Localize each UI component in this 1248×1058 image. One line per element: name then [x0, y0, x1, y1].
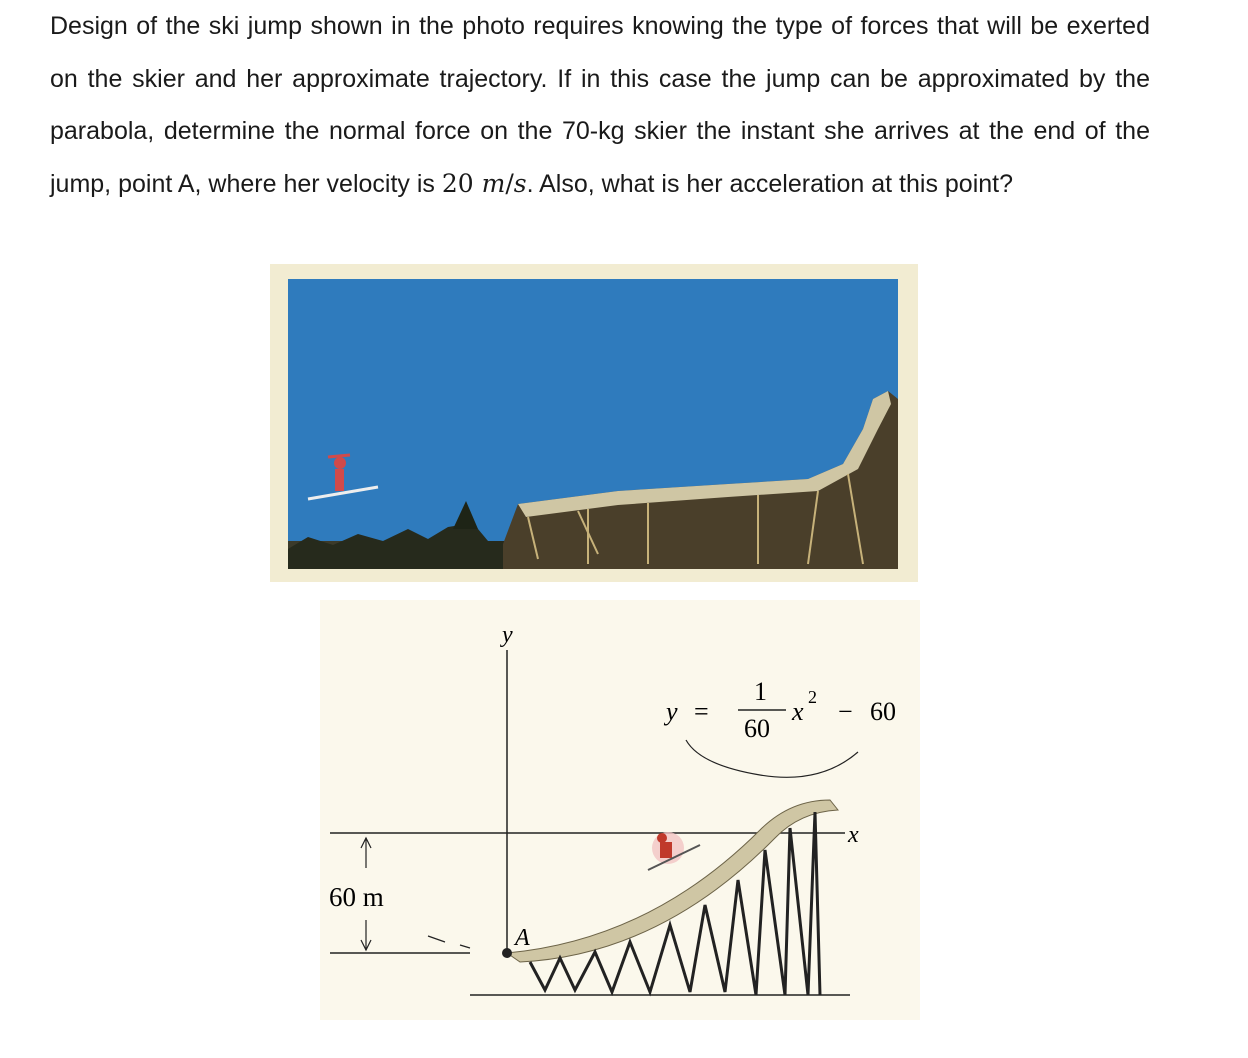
y-axis-label: y: [502, 622, 513, 648]
velocity-unit-m: m: [481, 168, 506, 198]
equation-lhs: y: [666, 697, 678, 726]
approach-dash: [460, 945, 470, 948]
equation-equals: =: [694, 697, 709, 726]
problem-text-part-2: . Also, what is her acceleration at this point?: [526, 169, 1014, 198]
velocity-value: 20: [441, 168, 474, 198]
parabola-equation: [663, 677, 896, 743]
point-a-label: A: [515, 925, 530, 951]
point-a-marker: [502, 948, 512, 958]
height-dimension-label: 60 m: [329, 882, 384, 912]
approach-dash: [428, 936, 445, 942]
trajectory-curve: [686, 740, 858, 777]
equation-minus: −: [838, 697, 853, 726]
equation-denominator: 60: [744, 714, 770, 743]
problem-text-part-1: Design of the ski jump shown in the photo requires knowing the type of forces that will be exerted on the skier and her approximate trajectory. If in this case the jump can be approximated by the parabola, determine the normal force on the 70-kg skier the instant she arrives at the end of the jump, point A, where her velocity is: [50, 12, 1150, 198]
x-axis-label: x: [848, 822, 859, 848]
skier-diagram: [648, 832, 700, 870]
velocity-unit-slash: /: [505, 168, 514, 198]
equation-constant: 60: [870, 697, 896, 726]
equation-numerator: 1: [754, 677, 767, 706]
velocity-unit-s: s: [513, 168, 527, 198]
equation-exponent: 2: [808, 687, 817, 707]
equation-variable: x: [792, 697, 804, 726]
